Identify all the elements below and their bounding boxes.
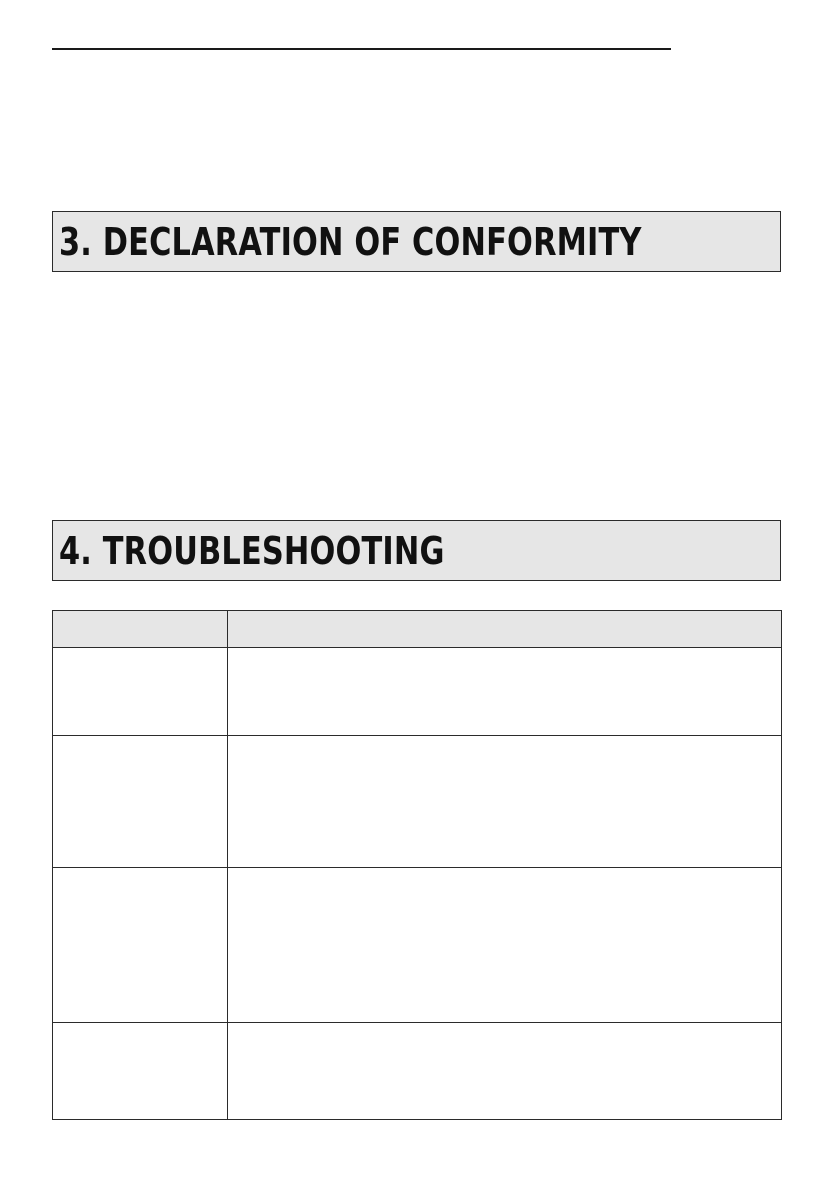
- table-row: [53, 1023, 782, 1120]
- column-header-problem: [53, 611, 228, 648]
- table-cell-problem: [53, 736, 228, 868]
- table-cell-solution: [228, 648, 782, 736]
- table-header-row: [53, 611, 782, 648]
- table-row: [53, 736, 782, 868]
- section-title-troubleshooting: 4. TROUBLESHOOTING: [59, 528, 445, 573]
- section-heading-troubleshooting: [52, 520, 781, 581]
- table-cell-problem: [53, 1023, 228, 1120]
- header-rule: [52, 48, 671, 50]
- table-cell-problem: [53, 648, 228, 736]
- table-cell-solution: [228, 1023, 782, 1120]
- table-row: [53, 648, 782, 736]
- table-cell-problem: [53, 868, 228, 1023]
- column-header-solution: [228, 611, 782, 648]
- table-cell-solution: [228, 868, 782, 1023]
- section-heading-declaration: [52, 211, 781, 272]
- table-row: [53, 868, 782, 1023]
- section-title-declaration: 3. DECLARATION OF CONFORMITY: [59, 219, 642, 264]
- troubleshooting-table: [52, 610, 782, 1120]
- table-cell-solution: [228, 736, 782, 868]
